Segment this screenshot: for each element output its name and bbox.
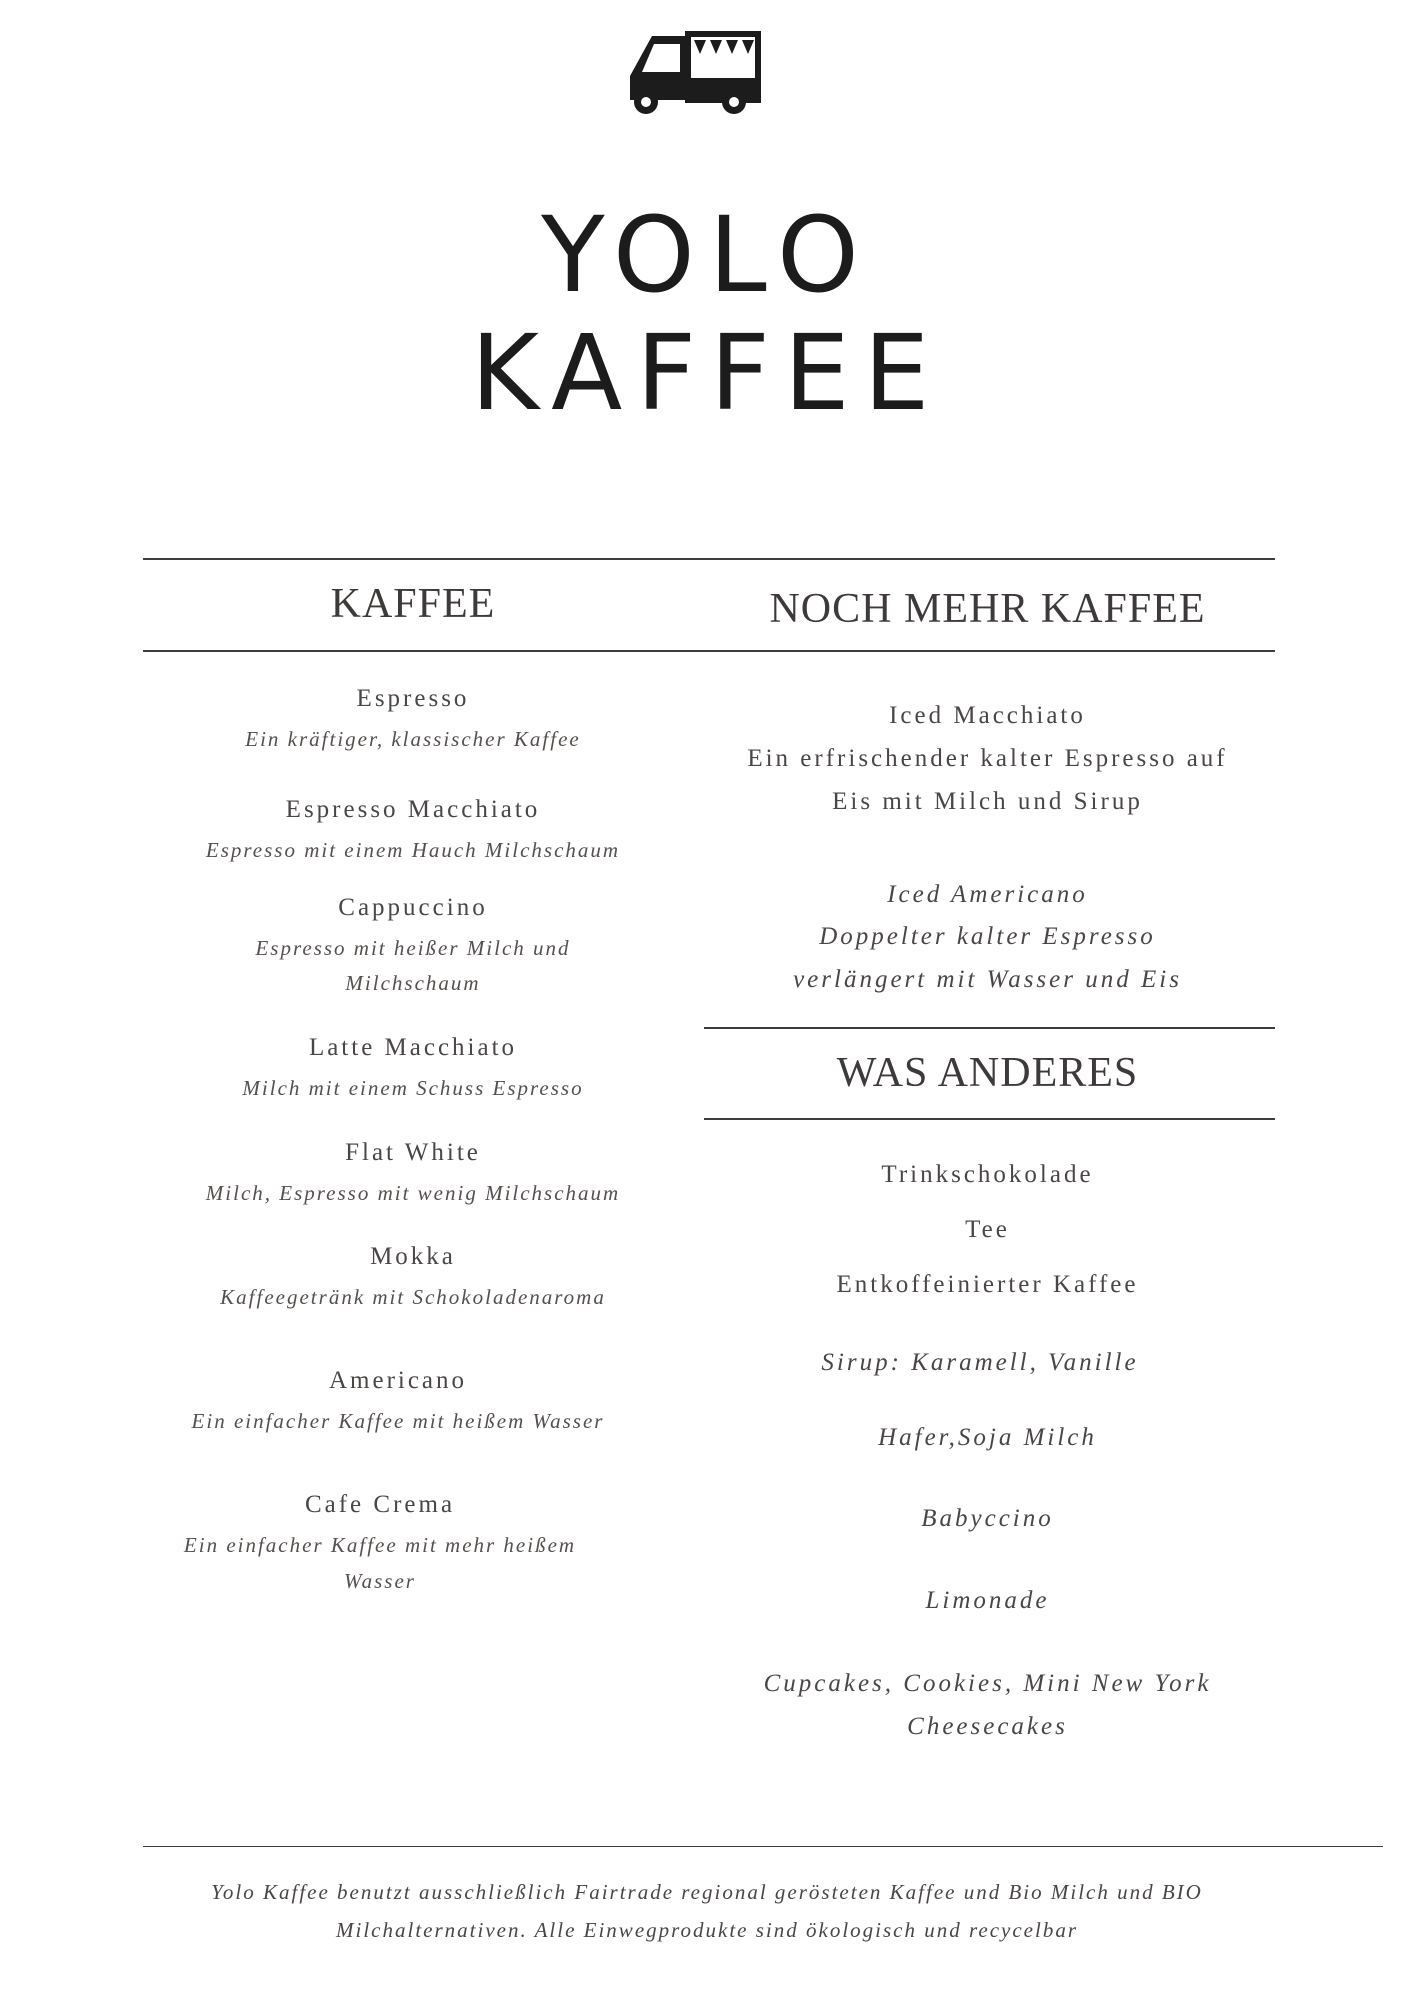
menu-item-description: Milch mit einem Schuss Espresso xyxy=(242,1076,584,1100)
menu-item-description: Espresso mit einem Hauch Milchschaum xyxy=(205,838,621,862)
menu-item-name: Iced Americano xyxy=(887,881,1088,908)
coffee-truck-icon xyxy=(622,28,762,116)
menu-item-description: Kaffeegetränk mit Schokoladenaroma xyxy=(220,1285,606,1309)
menu-item-extra: Hafer,Soja Milch xyxy=(878,1424,1097,1451)
menu-item-description: Ein einfacher Kaffee mit heißem Wasser xyxy=(191,1409,605,1433)
footer-note-line-1: Yolo Kaffee benutzt ausschließlich Fairtrade regional gerösteten Kaffee und Bio Milch und BIO xyxy=(211,1880,1203,1904)
menu-item-extra: Limonade xyxy=(925,1587,1050,1614)
menu-item-description: Milch, Espresso mit wenig Milchschaum xyxy=(205,1181,621,1205)
menu-item-description: verlängert mit Wasser und Eis xyxy=(793,966,1182,993)
menu-item-description: Doppelter kalter Espresso xyxy=(819,923,1156,950)
menu-item-description: Eis mit Milch und Sirup xyxy=(832,788,1143,815)
menu-item-description: Ein kräftiger, klassischer Kaffee xyxy=(245,727,581,751)
menu-item-name: Iced Macchiato xyxy=(889,702,1086,729)
menu-item-description: Milchschaum xyxy=(345,971,481,995)
divider-was-anderes-bottom xyxy=(704,1118,1275,1120)
divider-top xyxy=(143,558,1275,560)
menu-item-name: Flat White xyxy=(345,1139,481,1166)
menu-item-description: Ein einfacher Kaffee mit mehr heißem xyxy=(183,1533,577,1557)
menu-item-extra: Cheesecakes xyxy=(907,1713,1068,1740)
menu-item-name: Trinkschokolade xyxy=(881,1161,1094,1188)
title-line-1: YOLO xyxy=(541,194,873,316)
menu-item-extra: Babyccino xyxy=(921,1505,1054,1532)
menu-item-description: Ein erfrischender kalter Espresso auf xyxy=(747,745,1228,772)
menu-item-description: Wasser xyxy=(344,1569,416,1593)
menu-item-name: Cafe Crema xyxy=(304,1491,456,1518)
footer-note-line-2: Milchalternativen. Alle Einwegprodukte sind ökologisch und recycelbar xyxy=(336,1918,1078,1942)
menu-item-name: Americano xyxy=(328,1367,468,1394)
section-heading-was-anderes: WAS ANDERES xyxy=(836,1050,1139,1096)
menu-item-name: Tee xyxy=(965,1216,1010,1243)
divider-under-headings xyxy=(143,650,1275,652)
divider-footer xyxy=(143,1846,1383,1847)
menu-item-name: Espresso Macchiato xyxy=(285,796,541,823)
section-heading-noch-mehr-kaffee: NOCH MEHR KAFFEE xyxy=(769,586,1206,632)
menu-item-name: Latte Macchiato xyxy=(308,1034,518,1061)
menu-item-description: Espresso mit heißer Milch und xyxy=(255,936,571,960)
menu-item-name: Entkoffeinierter Kaffee xyxy=(836,1271,1139,1298)
divider-was-anderes-top xyxy=(704,1027,1275,1029)
menu-item-name: Cappuccino xyxy=(338,894,488,921)
section-heading-kaffee: KAFFEE xyxy=(330,581,496,627)
menu-item-extra: Cupcakes, Cookies, Mini New York xyxy=(763,1670,1212,1697)
menu-item-name: Espresso xyxy=(356,685,470,712)
title-line-2: KAFFEE xyxy=(470,312,944,434)
menu-item-name: Mokka xyxy=(370,1243,456,1270)
menu-item-extra: Sirup: Karamell, Vanille xyxy=(821,1349,1139,1376)
